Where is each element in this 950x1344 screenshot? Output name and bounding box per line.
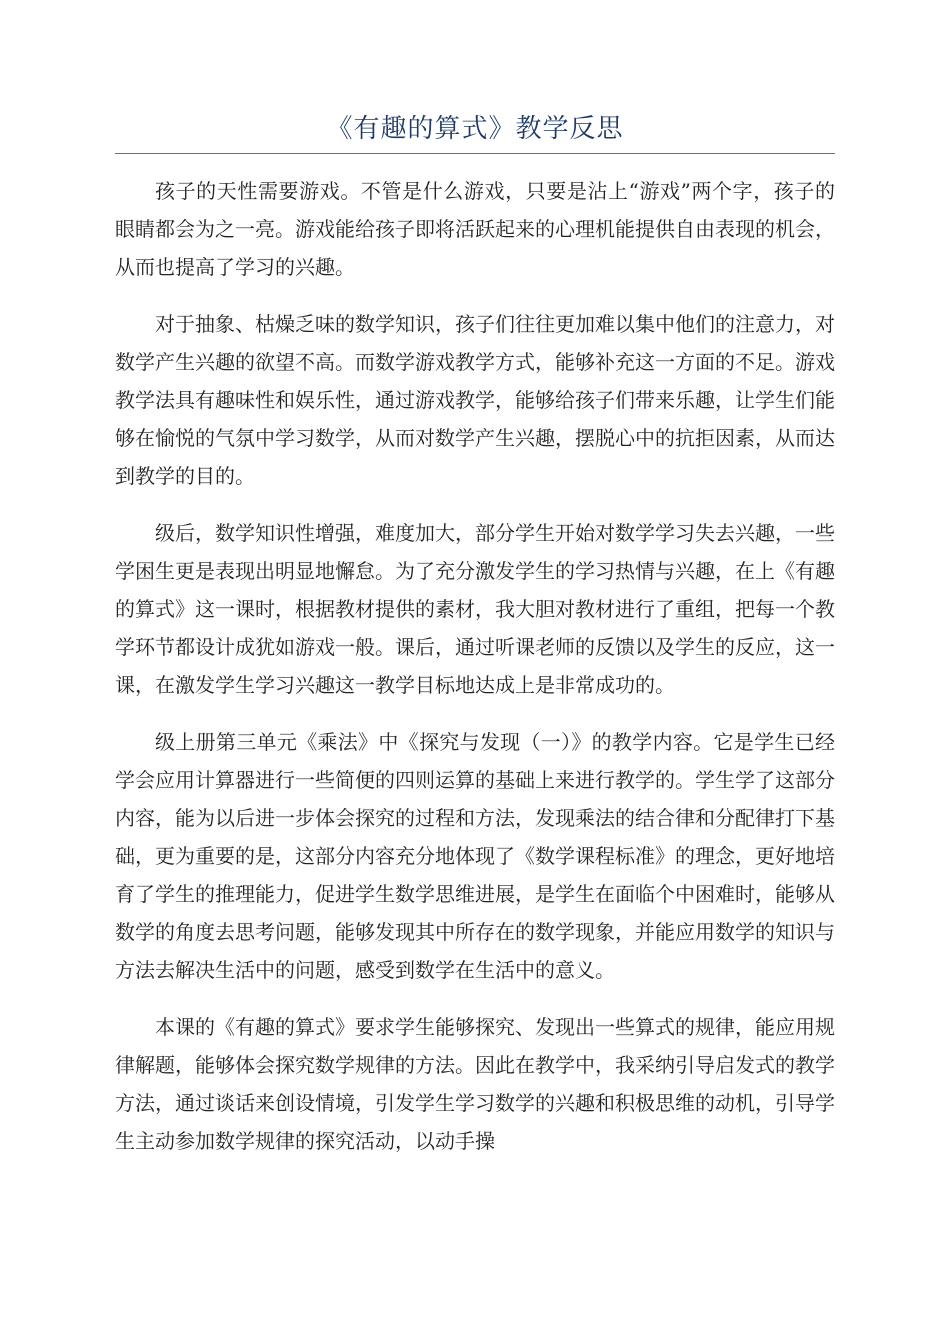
paragraph-5: 本课的《有趣的算式》要求学生能够探究、发现出一些算式的规律，能应用规律解题，能够体会探究数学规律的方法。因此在教学中，我采纳引导启发式的教学方法，通过谈话来创设情境，引发学生学习数学的兴趣和积极思维的动机，引导学生主动参加数学规律的探究活动，以动手操 (115, 1015, 835, 1153)
paragraph-1: 孩子的天性需要游戏。不管是什么游戏，只要是沾上“游戏”两个字，孩子的眼睛都会为之一亮。游戏能给孩子即将活跃起来的心理机能提供自由表现的机会，从而也提高了学习的兴趣。 (115, 179, 835, 279)
document-body (115, 172, 835, 1179)
document-title: 《有趣的算式》教学反思 (326, 114, 624, 144)
paragraph-3: 级后，数学知识性增强，难度加大，部分学生开始对数学学习失去兴趣，一些学困生更是表现出明显地懈怠。为了充分激发学生的学习热情与兴趣，在上《有趣的算式》这一课时，根据教材提供的素材，我大胆对教材进行了重组，把每一个教学环节都设计成犹如游戏一般。课后，通过听课老师的反馈以及学生的反应，这一课，在激发学生学习兴趣这一教学目标地达成上是非常成功的。 (115, 521, 835, 697)
title-underline (115, 153, 835, 154)
paragraph-2: 对于抽象、枯燥乏味的数学知识，孩子们往往更加难以集中他们的注意力，对数学产生兴趣的欲望不高。而数学游戏教学方式，能够补充这一方面的不足。游戏教学法具有趣味性和娱乐性，通过游戏教学，能够给孩子们带来乐趣，让学生们能够在愉悦的气氛中学习数学，从而对数学产生兴趣，摆脱心中的抗拒因素，从而达到教学的目的。 (115, 312, 835, 488)
paragraph-4: 级上册第三单元《乘法》中《探究与发现（一）》的教学内容。它是学生已经学会应用计算器进行一些简便的四则运算的基础上来进行教学的。学生学了这部分内容，能为以后进一步体会探究的过程和方法，发现乘法的结合律和分配律打下基础，更为重要的是，这部分内容充分地体现了《数学课程标准》的理念，更好地培育了学生的推理能力，促进学生数学思维进展，是学生在面临个中困难时，能够从数学的角度去思考问题，能够发现其中所存在的数学现象，并能应用数学的知识与方法去解决生活中的问题，感受到数学在生活中的意义。 (115, 730, 835, 982)
